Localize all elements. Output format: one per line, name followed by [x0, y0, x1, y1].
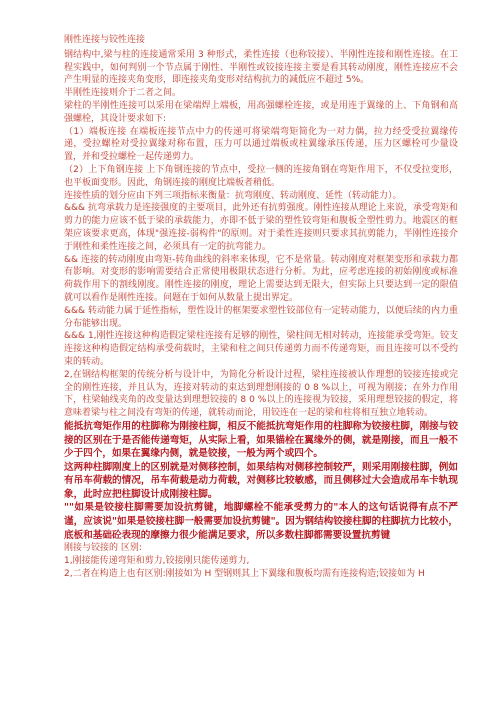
- paragraph: 梁柱的半刚性连接可以采用在梁端焊上端板，用高强螺栓连接，或是用连于翼缘的上、下角钢和高强螺栓，其设计要求如下:: [64, 100, 458, 124]
- paragraph: 半刚性连接则介于二者之间。: [64, 88, 182, 99]
- paragraph: 连接性质的划分应由下列三项指标来衡量：抗弯刚度、转动刚度、延性（转动能力）。: [64, 190, 402, 201]
- bold-paragraph: 能抵抗弯矩作用的柱脚称为刚接柱脚，相反不能抵抗弯矩作用的柱脚称为铰接柱脚，刚接与铰接的区别在于是否能传递弯矩，从实际上看，如果锚栓在翼缘外的侧，就是刚接，而且一般不少于四个，如果在翼缘内侧，就是铰接，一般为两个或四个。: [64, 420, 458, 460]
- paragraph: &&& 抗弯承载力是连接强度的主要项目，此外还有抗剪强度。刚性连接从理论上来说，承受弯矩和剪力的能力应该不低于梁的承载能力，亦即不低于梁的塑性铰弯矩和腹板全塑性剪力。地震区的框架应该要求更高，体现"强连接-弱构件"的原则。对于柔性连接则只要求其抗剪能力，半刚性连接介于刚性和柔性连接之间，必须具有一定的抗弯能力。: [64, 203, 458, 252]
- paragraph: 1,刚接能传递弯矩和剪力,铰接刚只能传递剪力,: [64, 556, 250, 567]
- paragraph: （1）端板连接 在端板连接节点中力的传递可将梁端弯矩简化为一对力偶，拉力经受受拉翼缘传递，受拉螺栓对受拉翼缘对称布置，压力可以通过端板或柱翼缘承压传递，压力区螺栓可少量设置，并和受拉螺栓一起传递剪力。: [64, 126, 458, 163]
- paragraph: 刚接与铰接的 区别:: [64, 543, 142, 554]
- paragraph: 钢结构中,梁与柱的连接通常采用 3 种形式，柔性连接（也称铰接）、半刚性连接和刚性连接。在工程实践中，如何判别一个节点属于刚性、半刚性或铰接连接主要是看其转动刚度，刚性连接应不会产生明显的连接夹角变形，即连接夹角变形对结构抗力的减低应不超过 5%。: [64, 49, 458, 86]
- paragraph: && 连接的转动刚度由弯矩-转角曲线的斜率来体现，它不是常量。转动刚度对框架变形和承载力都有影响。对变形的影响需要结合正常使用极限状态进行分析。为此，应考虑连接的初始刚度或标准荷载作用下的割线刚度。刚性连接的刚度，理论上需要达到无限大，但实际上只要达到一定的限值就可以看作是刚性连接。问题在于如何从数量上提出界定。: [64, 254, 458, 303]
- paragraph: 2,在钢结构框架的传统分析与设计中，为简化分析设计过程，梁柱连接被认作理想的铰接连接或完全的刚性连接，并且认为，连接对转动的束达到理想刚接的 0 8 %以上，可视为刚接；在外力作用下，柱梁轴线夹角的改变量达到理想铰接的 8 0 %以上的连接视为铰接，采用理想铰接的假定，将意味着梁与柱之间没有弯矩的传递，就转动而论，用铰连在一起的梁和柱将相互独立地转动。: [64, 369, 458, 419]
- bold-paragraph: 这两种柱脚刚度上的区别就是对侧移控制，如果结构对侧移控制较严，则采用刚接柱脚，例如有吊车荷载的情况，吊车荷载是动力荷载，对侧移比较敏感，而且侧移过大会造成吊车卡轨现象，此时应把柱脚设计成刚接柱脚。: [64, 461, 458, 500]
- paragraph: （2）上下角钢连接 上下角钢连接的节点中，受拉一侧的连接角钢在弯矩作用下，不仅受拉变形，也平板面变形。因此，角钢连接的刚度比端板者稍低。: [64, 164, 458, 188]
- paragraph: &&& 1,刚性连接这种构造假定梁柱连接有足够的刚性，梁柱间无相对转动，连接能承受弯矩。铰支连接这种构造假定结构承受荷载时，主梁和柱之间只传递剪力而不传递弯矩，而且连接可以不受约束的转动。: [64, 331, 458, 367]
- bold-paragraph: ""如果是铰接柱脚需要加设抗剪键，地脚螺栓不能承受剪力的"本人的这句话说得有点不严谨，应该说"如果是铰接柱脚一般需要加设抗剪键"。因为钢结构铰接柱脚的柱脚抗力比较小，底板和基础砼表现的摩擦力很少能满足要求，所以多数柱脚都需要设置抗剪键: [64, 502, 458, 541]
- paragraph: &&& 转动能力属于延性指标，塑性设计的框架要求塑性铰部位有一定转动能力，以便后续的内力重分布能够出现。: [64, 305, 458, 329]
- document-title: 刚性连接与铰性连接: [64, 35, 146, 45]
- paragraph: 2,二者在构造上也有区别:刚接如为 H 型钢则其上下翼缘和腹板均需有连接构造;铰接如为 H: [64, 568, 425, 579]
